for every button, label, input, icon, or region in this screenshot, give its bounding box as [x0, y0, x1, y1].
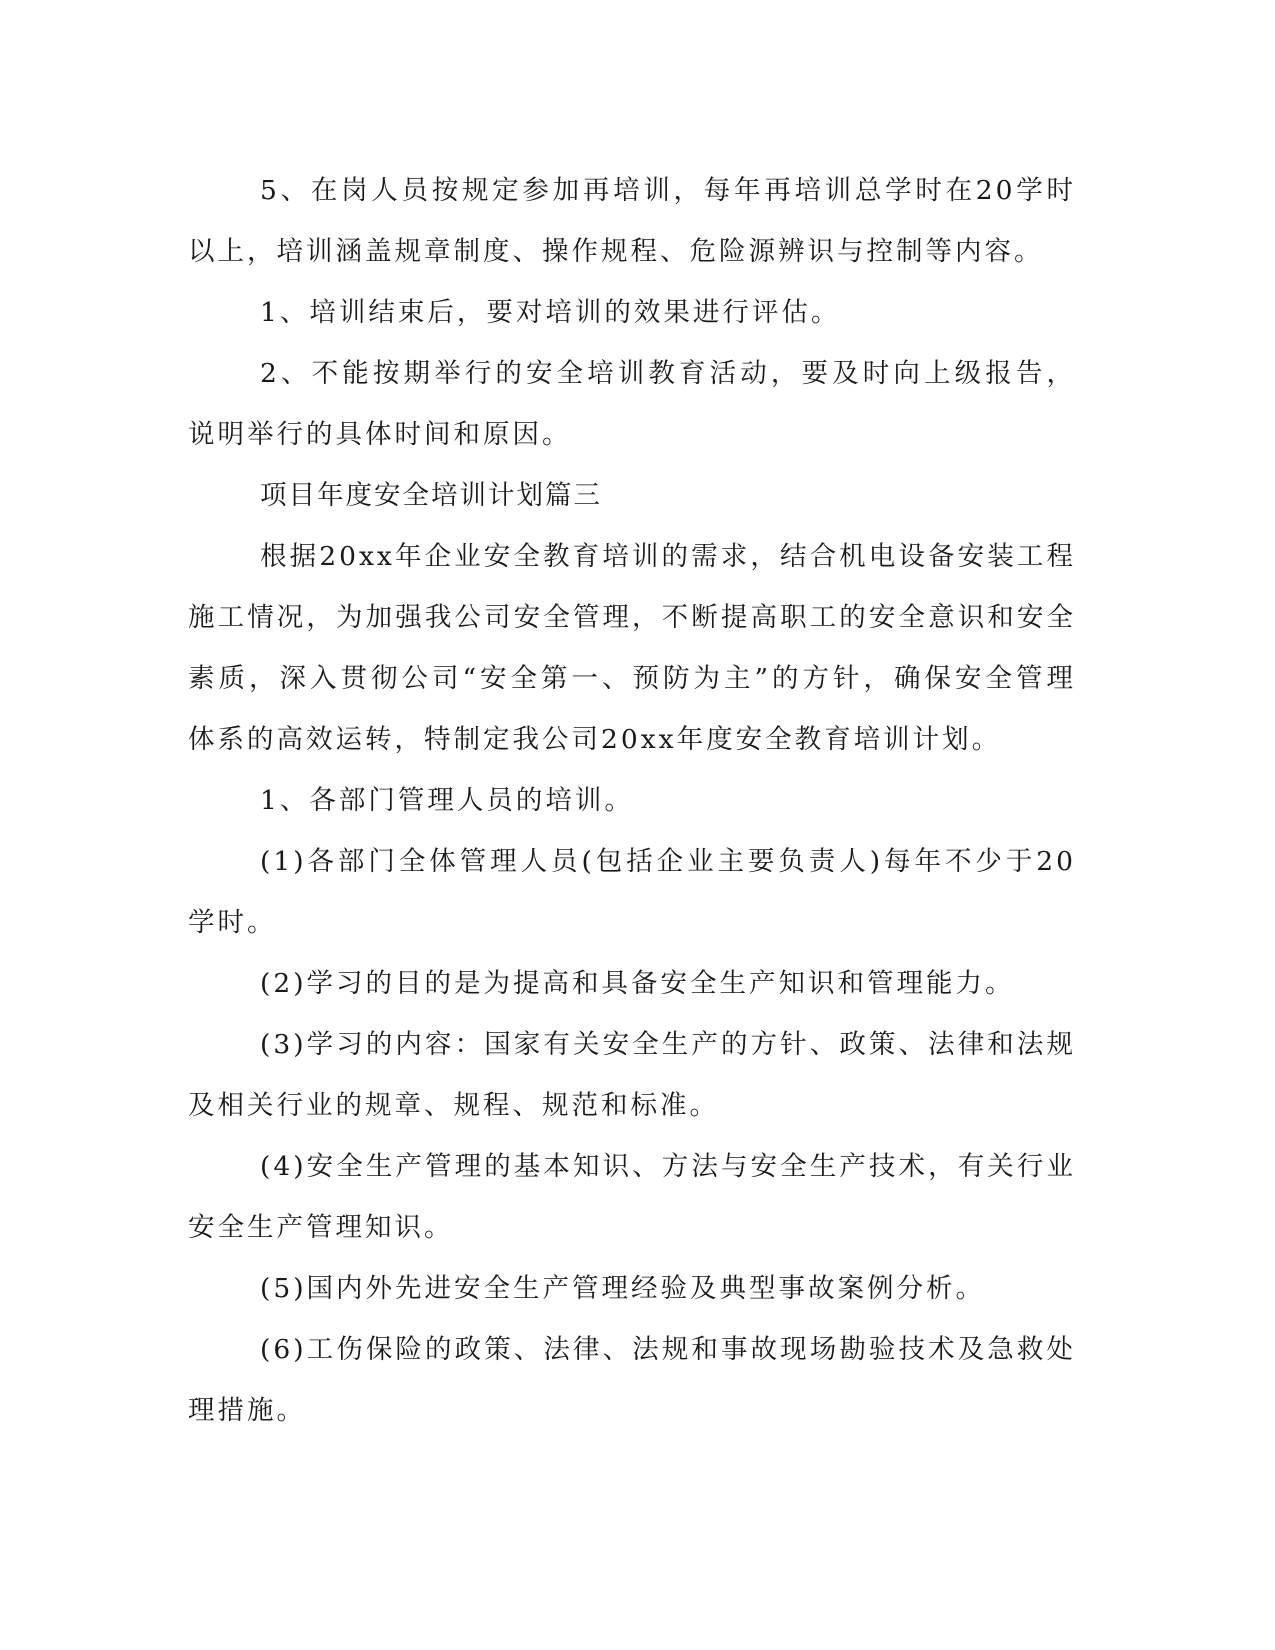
paragraph-intro: 根据20xx年企业安全教育培训的需求，结合机电设备安装工程施工情况，为加强我公司安全管理，不断提高职工的安全意识和安全素质，深入贯彻公司“安全第一、预防为主”的方针，确保安全管理体系的高效运转，特制定我公司20xx年度安全教育培训计划。	[188, 541, 1076, 755]
paragraph-report: 2、不能按期举行的安全培训教育活动，要及时向上级报告，说明举行的具体时间和原因。	[188, 358, 1076, 450]
list-item-2: (2)学习的目的是为提高和具备安全生产知识和管理能力。	[260, 968, 1015, 999]
paragraph-evaluation: 1、培训结束后，要对培训的效果进行评估。	[260, 297, 841, 328]
paragraph-retraining: 5、在岗人员按规定参加再培训，每年再培训总学时在20学时以上，培训涵盖规章制度、操作规程、危险源辨识与控制等内容。	[188, 175, 1076, 267]
list-item-4: (4)安全生产管理的基本知识、方法与安全生产技术，有关行业安全生产管理知识。	[188, 1151, 1076, 1243]
list-item-3: (3)学习的内容：国家有关安全生产的方针、政策、法律和法规及相关行业的规章、规程、规范和标准。	[188, 1029, 1076, 1121]
list-item-1: (1)各部门全体管理人员(包括企业主要负责人)每年不少于20学时。	[188, 846, 1076, 938]
list-item-6: (6)工伤保险的政策、法律、法规和事故现场勘验技术及急救处理措施。	[188, 1334, 1076, 1426]
section-heading: 项目年度安全培训计划篇三	[260, 480, 602, 511]
document-body	[188, 160, 1076, 1441]
paragraph-managers-training: 1、各部门管理人员的培训。	[260, 785, 634, 816]
list-item-5: (5)国内外先进安全生产管理经验及典型事故案例分析。	[260, 1273, 986, 1304]
